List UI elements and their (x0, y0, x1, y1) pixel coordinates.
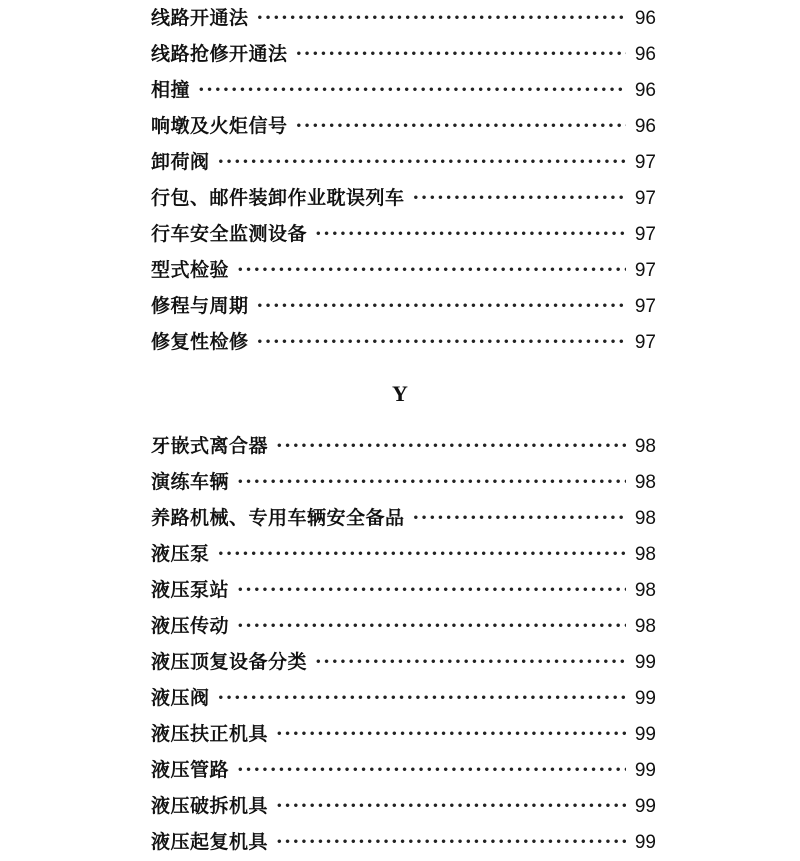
toc-entry-term: 卸荷阀 (151, 151, 210, 173)
toc-entry[interactable] (151, 288, 656, 324)
toc-entry[interactable] (151, 572, 656, 608)
dot-leader (218, 680, 626, 716)
toc-entry-page: 99 (634, 832, 656, 853)
toc-entry-term: 液压泵站 (151, 579, 230, 601)
toc-entry[interactable] (151, 180, 656, 216)
dot-leader (276, 428, 626, 464)
toc-entry-term: 型式检验 (151, 259, 230, 281)
toc-entry-page: 96 (634, 44, 656, 65)
toc-entry-term: 液压泵 (151, 543, 210, 565)
toc-entry-term: 液压起复机具 (151, 831, 269, 853)
toc-entry-page: 99 (634, 652, 656, 673)
toc-entry[interactable] (151, 788, 656, 824)
toc-entry-term: 液压顶复设备分类 (151, 651, 308, 673)
dot-leader (237, 572, 626, 608)
toc-entry[interactable] (151, 716, 656, 752)
toc-entry[interactable] (151, 72, 656, 108)
toc-entry[interactable] (151, 428, 656, 464)
toc-entry-term: 响墩及火炬信号 (151, 115, 288, 137)
toc-entry-term: 牙嵌式离合器 (151, 435, 269, 457)
dot-leader (296, 36, 626, 72)
toc-entry-term: 液压破拆机具 (151, 795, 269, 817)
toc-section-y (151, 428, 656, 860)
toc-entry[interactable] (151, 324, 656, 360)
toc-entry-page: 96 (634, 8, 656, 29)
dot-leader (257, 324, 626, 360)
toc-entry-term: 相撞 (151, 79, 191, 101)
toc-entry[interactable] (151, 464, 656, 500)
toc-entry[interactable] (151, 752, 656, 788)
toc-entry-page: 97 (634, 152, 656, 173)
toc-entry-page: 97 (634, 224, 656, 245)
dot-leader (257, 288, 626, 324)
dot-leader (296, 108, 626, 144)
toc-entry[interactable] (151, 500, 656, 536)
toc-entry[interactable] (151, 0, 656, 36)
toc-entry-page: 98 (634, 436, 656, 457)
dot-leader (413, 500, 626, 536)
dot-leader (413, 180, 626, 216)
toc-entry-page: 96 (634, 80, 656, 101)
toc-entry-page: 98 (634, 544, 656, 565)
toc-entry-page: 99 (634, 796, 656, 817)
dot-leader (315, 644, 626, 680)
toc-entry-term: 修复性检修 (151, 331, 249, 353)
toc-entry-term: 修程与周期 (151, 295, 249, 317)
toc-entry-term: 液压阀 (151, 687, 210, 709)
toc-entry[interactable] (151, 536, 656, 572)
toc-entry-page: 98 (634, 580, 656, 601)
toc-entry-term: 液压管路 (151, 759, 230, 781)
dot-leader (276, 824, 626, 860)
toc-entry[interactable] (151, 644, 656, 680)
dot-leader (276, 716, 626, 752)
toc-entry-term: 线路抢修开通法 (151, 43, 288, 65)
toc-entry-page: 97 (634, 188, 656, 209)
toc-entry-page: 97 (634, 332, 656, 353)
toc-entry[interactable] (151, 252, 656, 288)
toc-entry[interactable] (151, 824, 656, 860)
dot-leader (257, 0, 626, 36)
dot-leader (315, 216, 626, 252)
toc-section-x-continued (151, 0, 656, 360)
toc-entry-page: 99 (634, 760, 656, 781)
toc-entry-term: 液压扶正机具 (151, 723, 269, 745)
toc-entry[interactable] (151, 144, 656, 180)
toc-entry[interactable] (151, 608, 656, 644)
toc-entry-term: 演练车辆 (151, 471, 230, 493)
section-heading-letter: Y (392, 381, 408, 406)
toc-entry-term: 养路机械、专用车辆安全备品 (151, 507, 405, 529)
toc-entry-term: 行包、邮件装卸作业耽误列车 (151, 187, 405, 209)
toc-entry-page: 98 (634, 508, 656, 529)
toc-entry-page: 99 (634, 724, 656, 745)
toc-entry-term: 行车安全监测设备 (151, 223, 308, 245)
dot-leader (198, 72, 626, 108)
toc-entry-term: 液压传动 (151, 615, 230, 637)
toc-entry-page: 97 (634, 260, 656, 281)
dot-leader (237, 608, 626, 644)
dot-leader (237, 752, 626, 788)
dot-leader (218, 536, 626, 572)
toc-entry-page: 98 (634, 472, 656, 493)
toc-entry-page: 99 (634, 688, 656, 709)
toc-entry[interactable] (151, 216, 656, 252)
toc-entry-page: 96 (634, 116, 656, 137)
toc-entry[interactable] (151, 108, 656, 144)
toc-entry[interactable] (151, 680, 656, 716)
toc-entry-page: 97 (634, 296, 656, 317)
toc-entry[interactable] (151, 36, 656, 72)
dot-leader (276, 788, 626, 824)
dot-leader (237, 252, 626, 288)
dot-leader (237, 464, 626, 500)
dot-leader (218, 144, 626, 180)
toc-entry-term: 线路开通法 (151, 7, 249, 29)
toc-entry-page: 98 (634, 616, 656, 637)
